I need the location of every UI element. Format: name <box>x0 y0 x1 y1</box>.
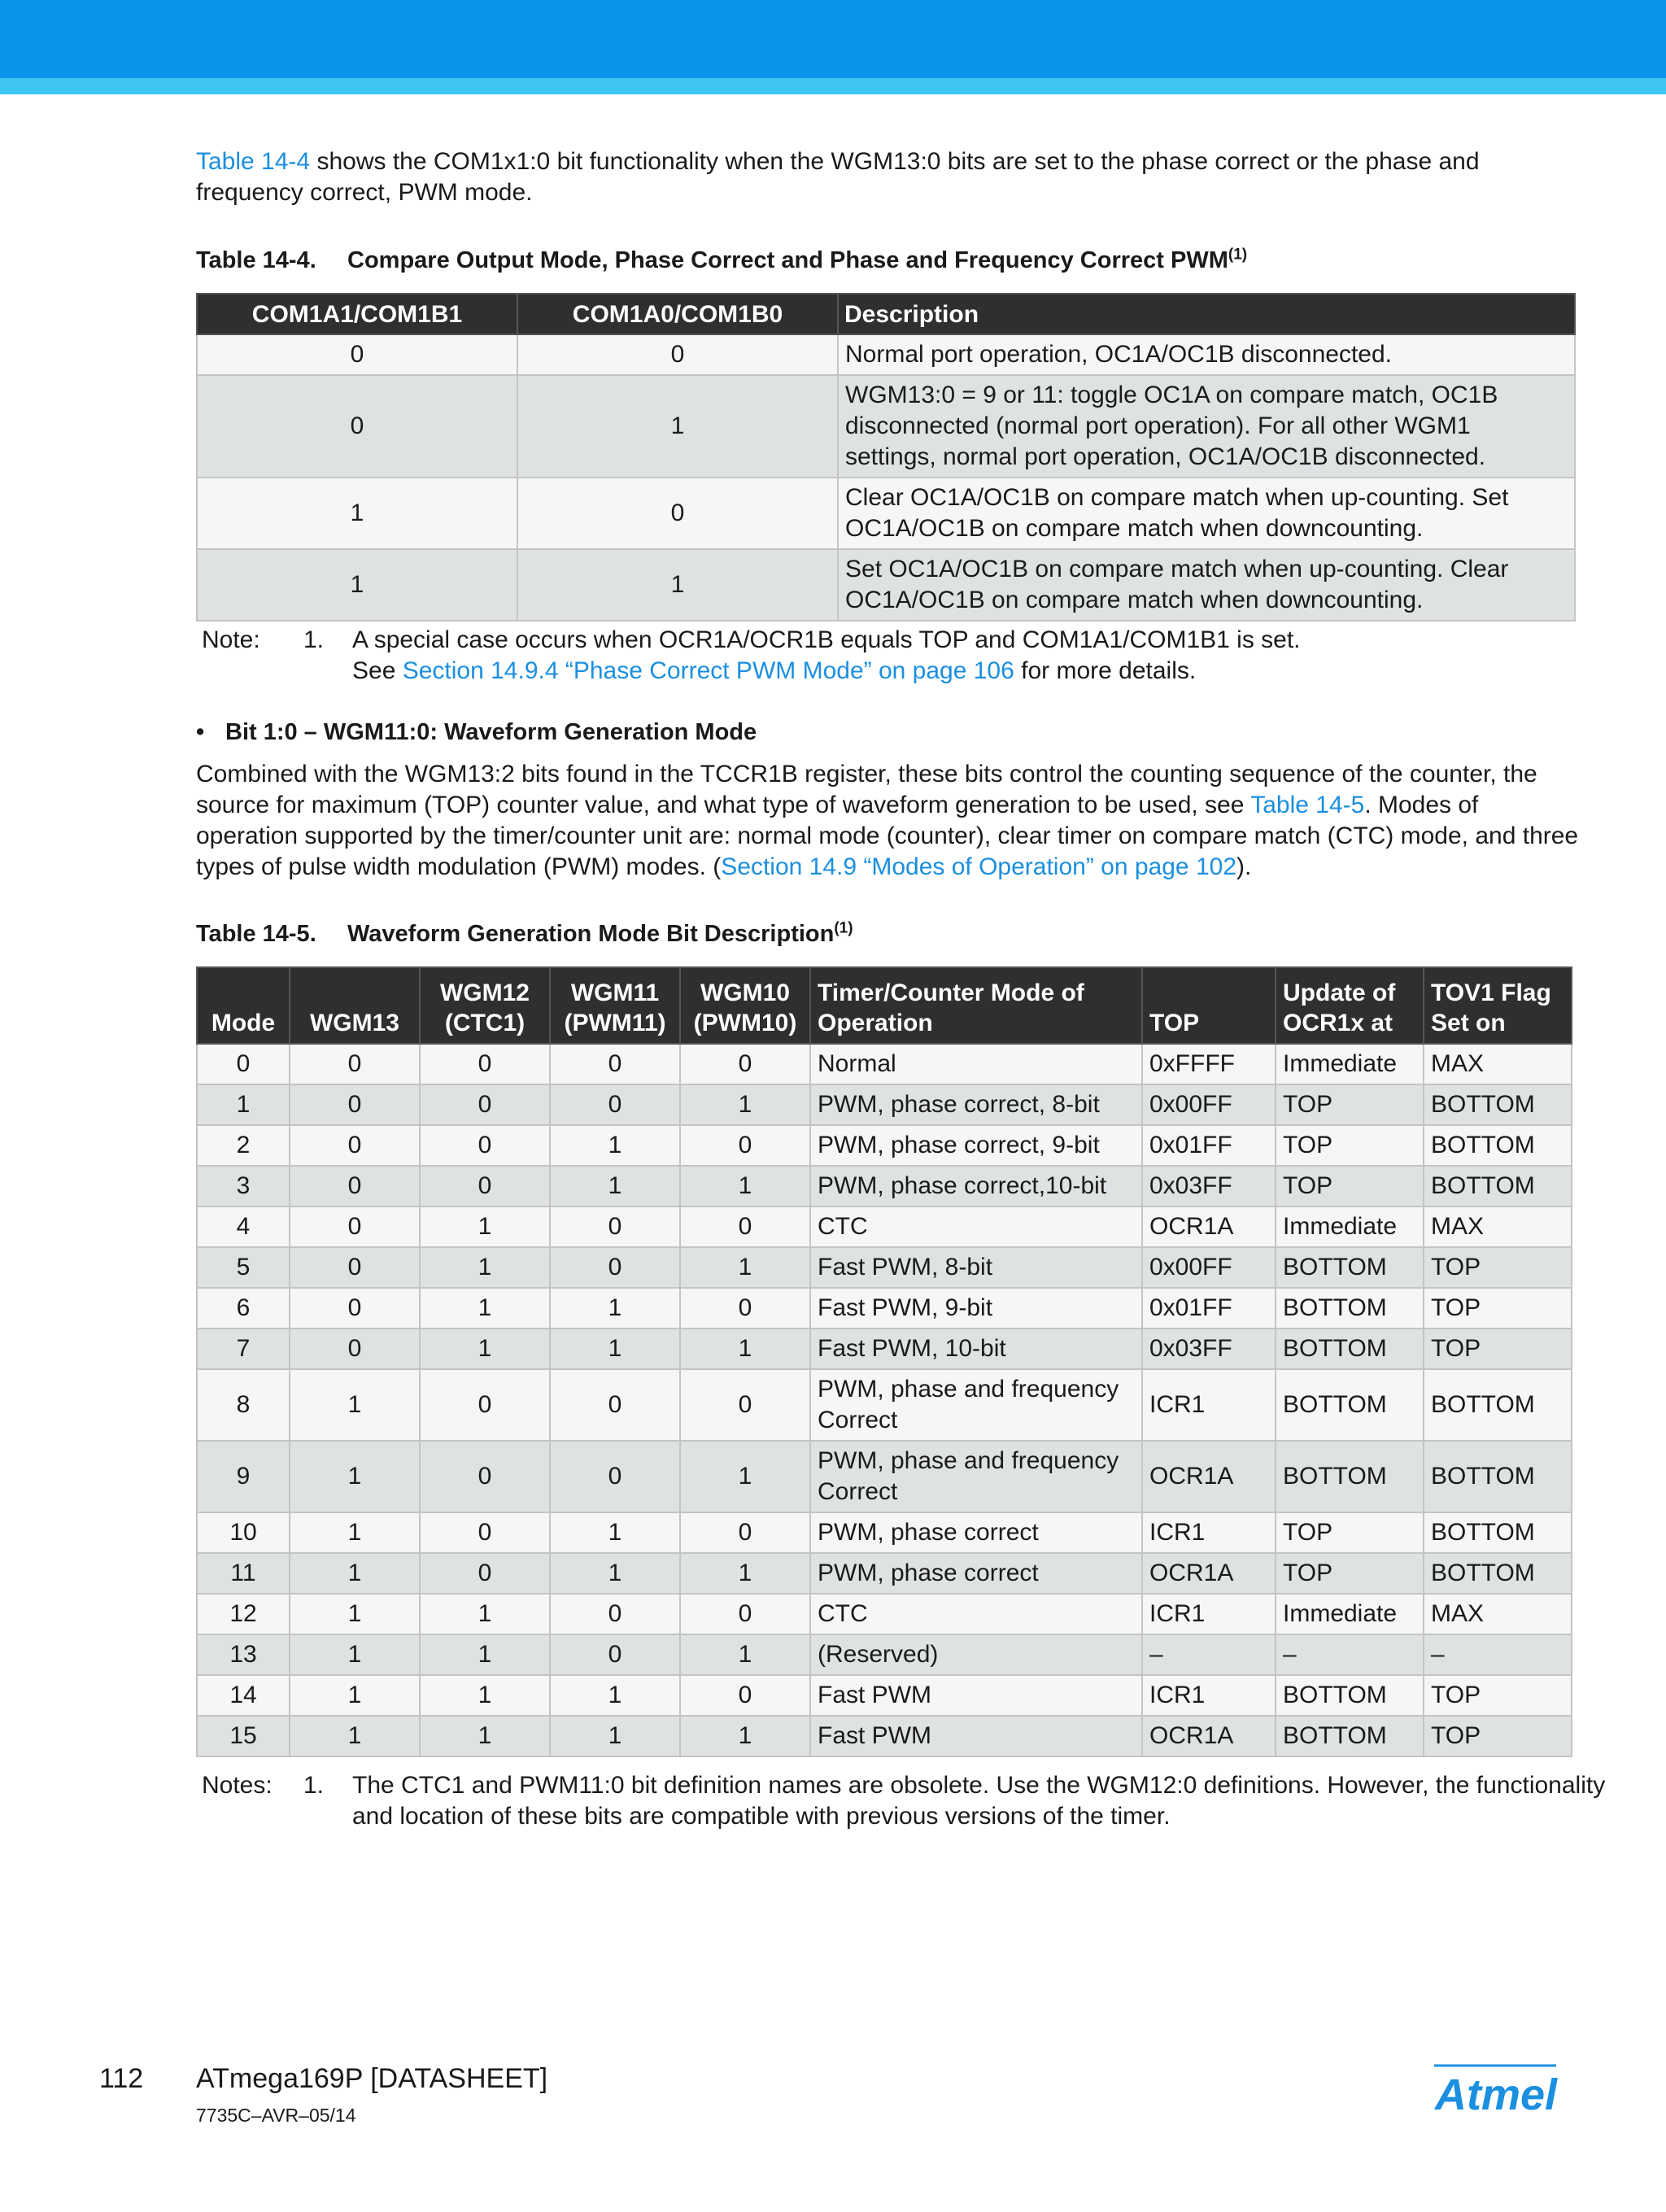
table-14-4-caption-footnote-ref: (1) <box>1228 246 1248 264</box>
table-cell: 1 <box>197 549 517 621</box>
table-cell: BOTTOM <box>1276 1716 1424 1756</box>
table-cell: 0 <box>680 1125 810 1166</box>
table-cell: 0 <box>550 1441 680 1512</box>
table-cell: (Reserved) <box>810 1634 1142 1675</box>
table-cell: TOP <box>1276 1166 1424 1206</box>
column-header: COM1A0/COM1B0 <box>517 294 838 334</box>
table-cell: 0 <box>680 1594 810 1634</box>
table-row <box>197 1369 1572 1441</box>
column-header-line: Timer/Counter Mode of <box>818 979 1084 1006</box>
table-cell: ICR1 <box>1142 1594 1276 1634</box>
table-cell: 11 <box>197 1553 290 1594</box>
table-cell: Immediate <box>1276 1044 1424 1084</box>
table-14-5-caption <box>196 921 853 948</box>
table-cell: 1 <box>420 1329 550 1369</box>
table-cell: BOTTOM <box>1276 1247 1424 1288</box>
bit-section-heading-text: Bit 1:0 – WGM11:0: Waveform Generation Mode <box>225 719 757 745</box>
table-cell: 5 <box>197 1247 290 1288</box>
column-header: Description <box>838 294 1575 334</box>
table-cell: PWM, phase correct <box>810 1512 1142 1553</box>
table-14-4-caption <box>196 247 1247 274</box>
table-cell: 0 <box>420 1084 550 1125</box>
table-cell: BOTTOM <box>1424 1369 1572 1441</box>
table-cell: 0x01FF <box>1142 1288 1276 1329</box>
table-cell: 1 <box>550 1675 680 1716</box>
table-cell: 1 <box>290 1594 420 1634</box>
table-cell: 0x00FF <box>1142 1084 1276 1125</box>
column-header <box>1276 967 1424 1044</box>
table-cell: – <box>1276 1634 1424 1675</box>
table-cell: 0 <box>550 1594 680 1634</box>
note-number: 1. <box>303 1772 325 1799</box>
bit-section-text: Combined with the WGM13:2 bits found in the TCCR1B register, these bits control the counting sequence of the counter, the source for maximum (TOP) counter value, and what type of waveform generation to be used, see <box>196 761 1537 818</box>
table-row <box>197 1247 1572 1288</box>
table-cell: 0 <box>680 1206 810 1247</box>
note-line <box>352 656 1621 687</box>
table-row <box>197 549 1575 621</box>
table-cell: 1 <box>550 1553 680 1594</box>
table-row <box>197 1594 1572 1634</box>
bit-section-heading <box>196 717 757 748</box>
table-cell: BOTTOM <box>1276 1329 1424 1369</box>
table-cell: 0 <box>420 1441 550 1512</box>
table-row <box>197 478 1575 549</box>
table-row <box>197 334 1575 375</box>
table-cell: OCR1A <box>1142 1206 1276 1247</box>
table-cell: – <box>1142 1634 1276 1675</box>
table-cell: Immediate <box>1276 1206 1424 1247</box>
table-cell: 0 <box>550 1084 680 1125</box>
table-cell: 1 <box>197 1084 290 1125</box>
column-header <box>1142 967 1276 1044</box>
table-cell: Normal port operation, OC1A/OC1B disconnected. <box>838 334 1575 375</box>
table-cell: TOP <box>1276 1084 1424 1125</box>
note-number: 1. <box>303 626 325 653</box>
table-cell: PWM, phase correct <box>810 1553 1142 1594</box>
table-row <box>197 1288 1572 1329</box>
table-cell: 1 <box>550 1166 680 1206</box>
table-cell: PWM, phase and frequency Correct <box>810 1441 1142 1512</box>
table-14-5-note <box>202 1770 1633 1835</box>
table-row <box>197 1553 1572 1594</box>
table-cell: 1 <box>290 1512 420 1553</box>
table-cell: BOTTOM <box>1424 1553 1572 1594</box>
table-14-4 <box>196 293 1576 622</box>
table-header-row <box>197 967 1572 1044</box>
table-cell: Fast PWM, 8-bit <box>810 1247 1142 1288</box>
table-cell: 1 <box>550 1512 680 1553</box>
table-cell: 0 <box>517 478 838 549</box>
bullet-marker: • <box>196 719 205 745</box>
table-14-4-link[interactable]: Table 14-4 <box>196 148 311 175</box>
note-tail-text: for more details. <box>1014 657 1197 684</box>
table-cell: Fast PWM <box>810 1675 1142 1716</box>
table-cell: 1 <box>420 1206 550 1247</box>
table-cell: Set OC1A/OC1B on compare match when up-counting. Clear OC1A/OC1B on compare match when downcounting. <box>838 549 1575 621</box>
table-cell: 0x03FF <box>1142 1329 1276 1369</box>
table-cell: CTC <box>810 1206 1142 1247</box>
table-cell: 0 <box>290 1247 420 1288</box>
table-14-5 <box>196 966 1572 1757</box>
table-cell: PWM, phase correct,10-bit <box>810 1166 1142 1206</box>
bit-section-paragraph <box>196 759 1579 883</box>
table-cell: 3 <box>197 1166 290 1206</box>
table-cell: MAX <box>1424 1594 1572 1634</box>
table-14-5-caption-title: Waveform Generation Mode Bit Description <box>347 921 835 947</box>
table-cell: 1 <box>680 1441 810 1512</box>
logo-wordmark: Atmel <box>1434 2070 1558 2119</box>
table-cell: Fast PWM <box>810 1716 1142 1756</box>
table-cell: 0 <box>197 334 517 375</box>
table-cell: – <box>1424 1634 1572 1675</box>
table-14-4-note <box>202 625 1633 690</box>
table-cell: 1 <box>290 1369 420 1441</box>
header-bar <box>0 0 1666 78</box>
atmel-logo <box>1421 2062 1572 2119</box>
table-cell: TOP <box>1424 1288 1572 1329</box>
table-14-4-caption-number: Table 14-4. <box>196 247 316 273</box>
table-cell: 0 <box>680 1675 810 1716</box>
table-cell: 0 <box>197 375 517 478</box>
table-cell: 1 <box>550 1288 680 1329</box>
table-cell: BOTTOM <box>1424 1441 1572 1512</box>
column-header-line: WGM10 <box>700 979 790 1006</box>
table-cell: 1 <box>420 1247 550 1288</box>
bit-section-text: ). <box>1236 853 1252 880</box>
note-text: The CTC1 and PWM11:0 bit definition names are obsolete. Use the WGM12:0 definitions. However, the functionality and location of these bits are compatible with previous versions of the timer. <box>352 1772 1606 1830</box>
table-cell: ICR1 <box>1142 1369 1276 1441</box>
column-header <box>680 967 810 1044</box>
table-cell: Clear OC1A/OC1B on compare match when up-counting. Set OC1A/OC1B on compare match when downcounting. <box>838 478 1575 549</box>
table-cell: 0 <box>680 1288 810 1329</box>
table-cell: TOP <box>1424 1329 1572 1369</box>
table-cell: 0 <box>420 1369 550 1441</box>
table-row <box>197 1206 1572 1247</box>
table-cell: 9 <box>197 1441 290 1512</box>
table-cell: 7 <box>197 1329 290 1369</box>
table-header-row <box>197 294 1575 334</box>
table-cell: 4 <box>197 1206 290 1247</box>
table-14-5-link[interactable]: Table 14-5 <box>1250 792 1365 818</box>
intro-text: shows the COM1x1:0 bit functionality when the WGM13:0 bits are set to the phase correct or the phase and frequency correct, PWM mode. <box>196 148 1480 206</box>
table-cell: TOP <box>1424 1247 1572 1288</box>
table-cell: 1 <box>290 1553 420 1594</box>
note-label: Notes: <box>202 1772 273 1799</box>
table-cell: 0 <box>420 1125 550 1166</box>
table-row <box>197 1125 1572 1166</box>
column-header: COM1A1/COM1B1 <box>197 294 517 334</box>
table-cell: 0 <box>197 1044 290 1084</box>
table-cell: Immediate <box>1276 1594 1424 1634</box>
column-header-line: (PWM11) <box>564 1010 666 1036</box>
table-cell: OCR1A <box>1142 1716 1276 1756</box>
table-cell: 1 <box>290 1675 420 1716</box>
table-cell: 1 <box>680 1084 810 1125</box>
table-cell: TOP <box>1276 1125 1424 1166</box>
table-cell: ICR1 <box>1142 1675 1276 1716</box>
table-cell: BOTTOM <box>1276 1675 1424 1716</box>
table-cell: BOTTOM <box>1276 1369 1424 1441</box>
note-line: A special case occurs when OCR1A/OCR1B equals TOP and COM1A1/COM1B1 is set. <box>352 626 1301 653</box>
table-14-5-caption-footnote-ref: (1) <box>834 919 853 937</box>
table-cell: ICR1 <box>1142 1512 1276 1553</box>
table-cell: 0xFFFF <box>1142 1044 1276 1084</box>
column-header <box>550 967 680 1044</box>
table-cell: 2 <box>197 1125 290 1166</box>
table-cell: 1 <box>550 1125 680 1166</box>
table-cell: PWM, phase correct, 8-bit <box>810 1084 1142 1125</box>
table-cell: MAX <box>1424 1206 1572 1247</box>
table-cell: 0x03FF <box>1142 1166 1276 1206</box>
table-cell: 10 <box>197 1512 290 1553</box>
table-cell: OCR1A <box>1142 1553 1276 1594</box>
table-cell: 0 <box>550 1206 680 1247</box>
table-cell: 1 <box>197 478 517 549</box>
table-cell: 12 <box>197 1594 290 1634</box>
table-cell: BOTTOM <box>1424 1512 1572 1553</box>
table-cell: 1 <box>290 1716 420 1756</box>
table-cell: 1 <box>420 1594 550 1634</box>
column-header-line: TOP <box>1149 1010 1200 1036</box>
table-cell: 0 <box>420 1166 550 1206</box>
table-row <box>197 1512 1572 1553</box>
column-header-line: TOV1 Flag <box>1431 979 1551 1006</box>
table-cell: 0 <box>517 334 838 375</box>
table-cell: 1 <box>290 1441 420 1512</box>
table-cell: 0 <box>290 1125 420 1166</box>
table-cell: 0 <box>420 1553 550 1594</box>
note-label: Note: <box>202 626 260 653</box>
table-cell: 1 <box>420 1675 550 1716</box>
table-cell: 0x01FF <box>1142 1125 1276 1166</box>
table-cell: 15 <box>197 1716 290 1756</box>
column-header-line: Set on <box>1431 1010 1506 1036</box>
table-cell: PWM, phase correct, 9-bit <box>810 1125 1142 1166</box>
column-header <box>1424 967 1572 1044</box>
table-cell: 13 <box>197 1634 290 1675</box>
table-cell: TOP <box>1276 1512 1424 1553</box>
column-header <box>810 967 1142 1044</box>
table-cell: OCR1A <box>1142 1441 1276 1512</box>
table-cell: 1 <box>517 375 838 478</box>
table-row <box>197 1441 1572 1512</box>
table-row <box>197 1044 1572 1084</box>
table-cell: BOTTOM <box>1276 1288 1424 1329</box>
table-cell: 0 <box>290 1084 420 1125</box>
table-row <box>197 1716 1572 1756</box>
column-header-line: WGM13 <box>309 1010 399 1036</box>
intro-paragraph <box>196 146 1579 208</box>
table-cell: 0 <box>680 1512 810 1553</box>
table-cell: 0 <box>290 1206 420 1247</box>
column-header-line: WGM11 <box>570 979 660 1006</box>
table-cell: 1 <box>550 1716 680 1756</box>
table-cell: TOP <box>1424 1675 1572 1716</box>
document-code: 7735C–AVR–05/14 <box>196 2105 356 2126</box>
table-cell: 1 <box>680 1634 810 1675</box>
table-cell: TOP <box>1276 1553 1424 1594</box>
table-cell: 1 <box>680 1247 810 1288</box>
table-cell: BOTTOM <box>1424 1166 1572 1206</box>
table-row <box>197 1329 1572 1369</box>
column-header-line: OCR1x at <box>1283 1010 1393 1036</box>
table-cell: 1 <box>680 1553 810 1594</box>
table-cell: 0 <box>680 1044 810 1084</box>
table-cell: 1 <box>517 549 838 621</box>
table-cell: BOTTOM <box>1424 1125 1572 1166</box>
table-cell: 0 <box>290 1329 420 1369</box>
column-header <box>420 967 550 1044</box>
table-cell: BOTTOM <box>1276 1441 1424 1512</box>
table-cell: 1 <box>550 1329 680 1369</box>
table-cell: MAX <box>1424 1044 1572 1084</box>
table-row <box>197 1084 1572 1125</box>
table-cell: 0x00FF <box>1142 1247 1276 1288</box>
column-header-line: Operation <box>818 1010 933 1036</box>
column-header <box>197 967 290 1044</box>
column-header-line: (PWM10) <box>693 1010 797 1036</box>
table-cell: 0 <box>290 1166 420 1206</box>
table-row <box>197 1675 1572 1716</box>
column-header <box>290 967 420 1044</box>
bit-section-text: . Modes of operation supported by the timer/counter unit are: normal mode (counter), clear timer on compare match (CTC) mode, and three types of pulse width modulation (PWM) modes. ( <box>196 792 1579 880</box>
table-cell: 0 <box>290 1288 420 1329</box>
column-header-line: Mode <box>211 1010 276 1036</box>
note-see-text: See <box>352 657 403 684</box>
table-cell: 0 <box>550 1634 680 1675</box>
column-header-line: WGM12 <box>439 979 530 1006</box>
table-cell: 1 <box>680 1716 810 1756</box>
table-cell: 1 <box>420 1634 550 1675</box>
table-cell: 1 <box>420 1288 550 1329</box>
table-cell: 0 <box>290 1044 420 1084</box>
table-14-5-caption-number: Table 14-5. <box>196 921 316 947</box>
header-stripe <box>0 78 1666 94</box>
table-cell: 1 <box>420 1716 550 1756</box>
table-cell: 6 <box>197 1288 290 1329</box>
table-row <box>197 375 1575 478</box>
table-cell: Normal <box>810 1044 1142 1084</box>
section-14-9-4-link[interactable]: Section 14.9.4 “Phase Correct PWM Mode” on page 106 <box>402 657 1014 684</box>
table-cell: 1 <box>290 1634 420 1675</box>
table-cell: PWM, phase and frequency Correct <box>810 1369 1142 1441</box>
column-header-line: (CTC1) <box>444 1010 526 1036</box>
table-cell: Fast PWM, 10-bit <box>810 1329 1142 1369</box>
page-number: 112 <box>99 2063 144 2094</box>
table-cell: TOP <box>1424 1716 1572 1756</box>
note-text <box>352 625 1621 687</box>
table-cell: 14 <box>197 1675 290 1716</box>
table-cell: 0 <box>550 1044 680 1084</box>
table-cell: CTC <box>810 1594 1142 1634</box>
column-header-line: Update of <box>1283 979 1396 1006</box>
table-cell: 1 <box>680 1329 810 1369</box>
table-cell: BOTTOM <box>1424 1084 1572 1125</box>
table-cell: 0 <box>550 1247 680 1288</box>
table-row <box>197 1634 1572 1675</box>
table-cell: WGM13:0 = 9 or 11: toggle OC1A on compare match, OC1B disconnected (normal port operation). For all other WGM1 settings, normal port operation, OC1A/OC1B disconnected. <box>838 375 1575 478</box>
table-cell: 0 <box>420 1512 550 1553</box>
table-row <box>197 1166 1572 1206</box>
table-cell: 0 <box>680 1369 810 1441</box>
table-cell: 0 <box>550 1369 680 1441</box>
section-14-9-link[interactable]: Section 14.9 “Modes of Operation” on page 102 <box>721 853 1236 880</box>
table-cell: 8 <box>197 1369 290 1441</box>
table-14-4-caption-title: Compare Output Mode, Phase Correct and Phase and Frequency Correct PWM <box>347 247 1228 273</box>
table-cell: Fast PWM, 9-bit <box>810 1288 1142 1329</box>
document-title: ATmega169P [DATASHEET] <box>196 2063 548 2094</box>
table-cell: 1 <box>680 1166 810 1206</box>
table-cell: 0 <box>420 1044 550 1084</box>
